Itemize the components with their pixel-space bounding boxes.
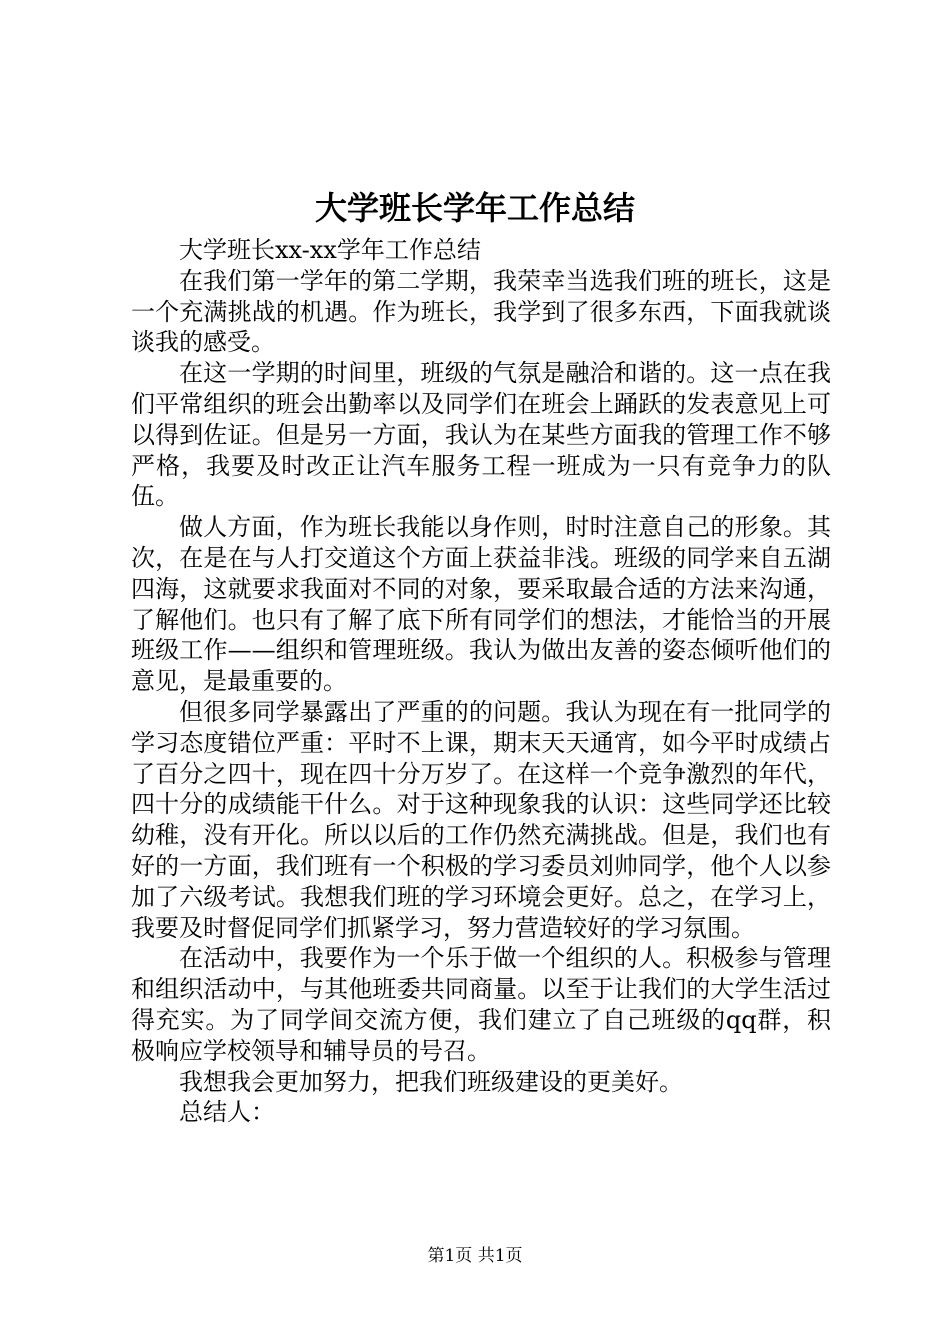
paragraph: 做人方面，作为班长我能以身作则，时时注意自己的形象。其次，在是在与人打交道这个方面上获益非浅。班级的同学来自五湖四海，这就要求我面对不同的对象，要采取最合适的方法来沟通，了解他们。也只有了解了底下所有同学们的想法，才能恰当的开展班级工作——组织和管理班级。我认为做出友善的姿态倾听他们的意见，是最重要的。 — [131, 513, 831, 696]
paragraph: 在活动中，我要作为一个乐于做一个组织的人。积极参与管理和组织活动中，与其他班委共同商量。以至于让我们的大学生活过得充实。为了同学间交流方便，我们建立了自己班级的qq群，积极响应学校领导和辅导员的号召。 — [131, 944, 831, 1065]
document-title: 大学班长学年工作总结 — [314, 189, 635, 227]
page-number-footer: 第1页 共1页 — [427, 1246, 523, 1266]
paragraph: 在这一学期的时间里，班级的气氛是融洽和谐的。这一点在我们平常组织的班会出勤率以及同学们在班会上踊跃的发表意见上可以得到佐证。但是另一方面，我认为在某些方面我的管理工作不够严格，我要及时改正让汽车服务工程一班成为一只有竞争力的队伍。 — [131, 359, 831, 511]
paragraph: 但很多同学暴露出了严重的的问题。我认为现在有一批同学的学习态度错位严重：平时不上课，期末天天通宵，如今平时成绩占了百分之四十，现在四十分万岁了。在这样一个竞争激烈的年代，四十分的成绩能干什么。对于这种现象我的认识：这些同学还比较幼稚，没有开化。所以以后的工作仍然充满挑战。但是，我们也有好的一方面，我们班有一个积极的学习委员刘帅同学，他个人以参加了六级考试。我想我们班的学习环境会更好。总之，在学习上，我要及时督促同学们抓紧学习，努力营造较好的学习氛围。 — [131, 697, 831, 942]
signature-line: 总结人： — [179, 1098, 275, 1127]
paragraph: 我想我会更加努力，把我们班级建设的更美好。 — [179, 1067, 683, 1096]
document-body — [131, 235, 831, 1128]
paragraph-subtitle: 大学班长xx-xx学年工作总结 — [179, 236, 481, 264]
paragraph: 在我们第一学年的第二学期，我荣幸当选我们班的班长，这是一个充满挑战的机遇。作为班长，我学到了很多东西，下面我就谈谈我的感受。 — [131, 266, 831, 357]
